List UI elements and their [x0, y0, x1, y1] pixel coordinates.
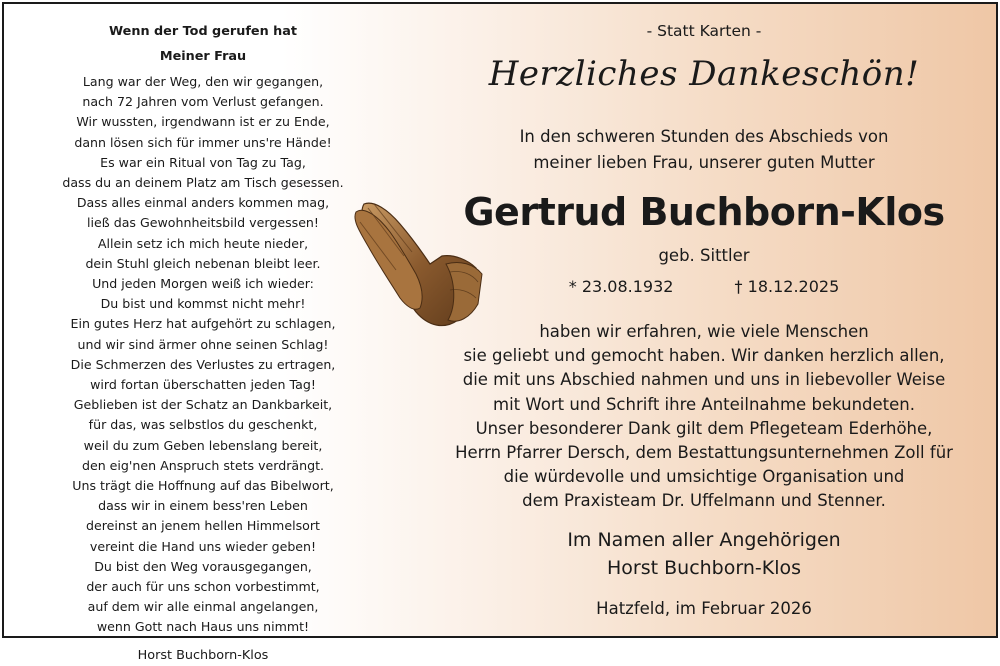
poem-line: ließ das Gewohnheitsbild vergessen!	[87, 215, 319, 231]
poem-line: und wir sind ärmer ohne seinen Schlag!	[77, 336, 329, 352]
poem-signature: Horst Buchborn-Klos	[137, 647, 269, 663]
poem-line: wenn Gott nach Haus uns nimmt!	[96, 619, 310, 635]
body-line: Herrn Pfarrer Dersch, dem Bestattungsunternehmen Zoll für	[455, 443, 953, 463]
body-line: dem Praxisteam Dr. Uffelmann und Stenner.	[522, 491, 886, 511]
closing-line: Im Namen aller Angehörigen	[567, 529, 841, 551]
poem-line: Ein gutes Herz hat aufgehört zu schlagen,	[70, 316, 336, 332]
poem-line: auf dem wir alle einmal angelangen,	[87, 599, 319, 615]
body-line: mit Wort und Schrift ihre Anteilnahme bekundeten.	[493, 394, 915, 414]
closing-line: Horst Buchborn-Klos	[607, 557, 801, 579]
poem-line: dann lösen sich für immer uns're Hände!	[74, 134, 332, 150]
thanks-heading: Herzliches Dankeschön!	[488, 54, 920, 94]
poem-line: Geblieben ist der Schatz an Dankbarkeit,	[73, 397, 333, 413]
thanks-body	[434, 320, 974, 514]
body-line: haben wir erfahren, wie viele Menschen	[539, 322, 869, 341]
poem-line: wird fortan überschatten jeden Tag!	[90, 377, 316, 393]
poem-title: Wenn der Tod gerufen hat	[109, 24, 297, 39]
life-dates	[434, 277, 974, 296]
poem-line: Es war ein Ritual von Tag zu Tag,	[100, 154, 306, 170]
poem-line: Allein setz ich mich heute nieder,	[97, 235, 309, 251]
body-line: die mit uns Abschied nahmen und uns in liebevoller Weise	[462, 370, 946, 390]
poem-column	[38, 18, 368, 666]
poem-line: Die Schmerzen des Verlustes zu ertragen,	[70, 356, 336, 372]
poem-line: Wir wussten, irgendwann ist er zu Ende,	[76, 114, 330, 130]
poem-line: nach 72 Jahren vom Verlust gefangen.	[82, 94, 324, 110]
poem-line: vereint die Hand uns wieder geben!	[89, 538, 317, 554]
poem-line: für das, was selbstlos du geschenkt,	[88, 417, 318, 433]
body-line: sie geliebt und gemocht haben. Wir danken herzlich allen,	[463, 346, 945, 366]
poem-line: Lang war der Weg, den wir gegangen,	[82, 74, 324, 89]
poem-line: dass du an deinem Platz am Tisch gesessen.	[62, 175, 344, 191]
poem-line: Uns trägt die Hoffnung auf das Bibelwort,	[72, 478, 334, 494]
body-line: Unser besonderer Dank gilt dem Pflegeteam Ederhöhe,	[475, 418, 933, 438]
obituary-card	[2, 2, 998, 663]
death-date: † 18.12.2025	[734, 277, 840, 296]
poem-line: dereinst an jenem hellen Himmelsort	[86, 518, 320, 534]
poem-line: Du bist den Weg vorausgegangen,	[94, 558, 312, 574]
poem-line: Dass alles einmal anders kommen mag,	[76, 195, 330, 211]
intro-line: meiner lieben Frau, unserer guten Mutter	[533, 153, 875, 172]
poem-line: den eig'nen Anspruch stets verdrängt.	[81, 457, 325, 473]
intro-text	[434, 124, 974, 176]
body-line: die würdevolle und umsichtige Organisation und	[503, 467, 905, 487]
deceased-name: Gertrud Buchborn-Klos	[463, 190, 945, 234]
poem-line: dein Stuhl gleich nebenan bleibt leer.	[85, 255, 321, 271]
intro-line: In den schweren Stunden des Abschieds von	[519, 127, 889, 146]
closing-signature	[434, 526, 974, 582]
poem-line: weil du zum Geben lebenslang bereit,	[83, 437, 323, 453]
poem-line: Du bist und kommst nicht mehr!	[100, 296, 306, 312]
poem-dedication: Meiner Frau	[159, 49, 247, 64]
poem-line: dass wir in einem bess'ren Leben	[98, 498, 308, 514]
maiden-name: geb. Sittler	[658, 246, 750, 265]
place-date: Hatzfeld, im Februar 2026	[596, 599, 812, 618]
header-statt-karten: - Statt Karten -	[646, 22, 762, 40]
birth-date: * 23.08.1932	[568, 277, 674, 296]
poem-line: Und jeden Morgen weiß ich wieder:	[92, 276, 314, 292]
poem-line: der auch für uns schon vorbestimmt,	[86, 579, 320, 595]
